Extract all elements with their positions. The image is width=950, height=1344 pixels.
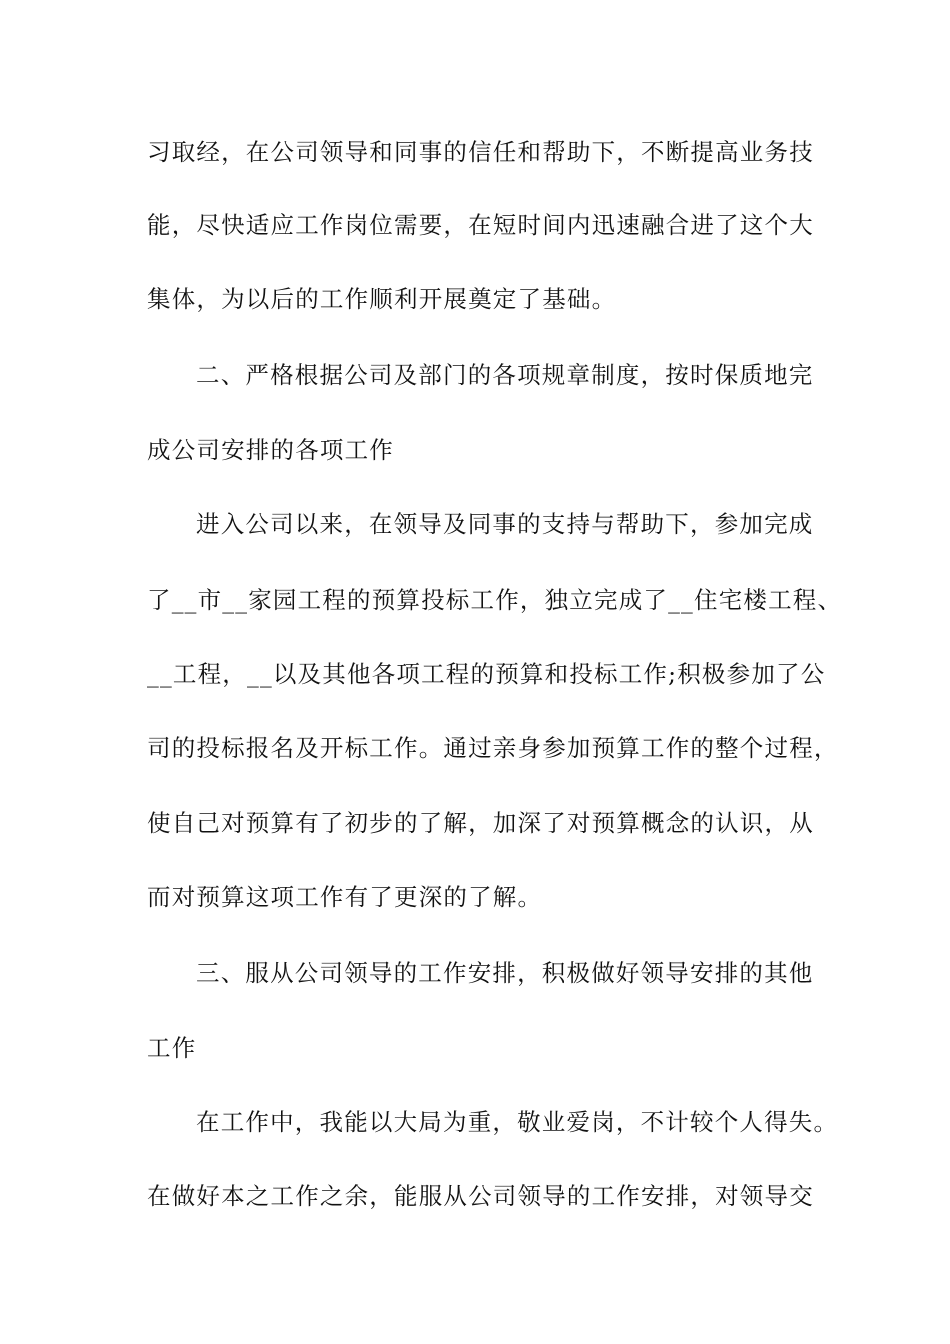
text-line: 而对预算这项工作有了更深的了解。 [147, 883, 543, 911]
text-line: 进入公司以来，在领导及同事的支持与帮助下，参加完成 [196, 510, 814, 538]
text-line: 能，尽快适应工作岗位需要，在短时间内迅速融合进了这个大 [147, 211, 814, 239]
section-heading-line: 三、服从公司领导的工作安排，积极做好领导安排的其他 [196, 959, 814, 987]
text-line: 司的投标报名及开标工作。通过亲身参加预算工作的整个过程， [147, 734, 839, 762]
section-heading-line: 工作 [147, 1034, 197, 1062]
text-line: 在工作中，我能以大局为重，敬业爱岗，不计较个人得失。 [196, 1108, 839, 1136]
text-line: 习取经，在公司领导和同事的信任和帮助下，不断提高业务技 [147, 138, 814, 166]
section-heading-line: 二、严格根据公司及部门的各项规章制度，按时保质地完 [196, 361, 814, 389]
text-line: 在做好本之工作之余，能服从公司领导的工作安排，对领导交 [147, 1182, 814, 1210]
text-line: 了__市__家园工程的预算投标工作，独立完成了__住宅楼工程、 [147, 586, 843, 614]
text-line: __工程，__以及其他各项工程的预算和投标工作;积极参加了公 [147, 660, 826, 688]
text-line: 使自己对预算有了初步的了解，加深了对预算概念的认识，从 [147, 809, 814, 837]
section-heading-line: 成公司安排的各项工作 [147, 436, 394, 464]
text-line: 集体，为以后的工作顺利开展奠定了基础。 [147, 285, 617, 313]
